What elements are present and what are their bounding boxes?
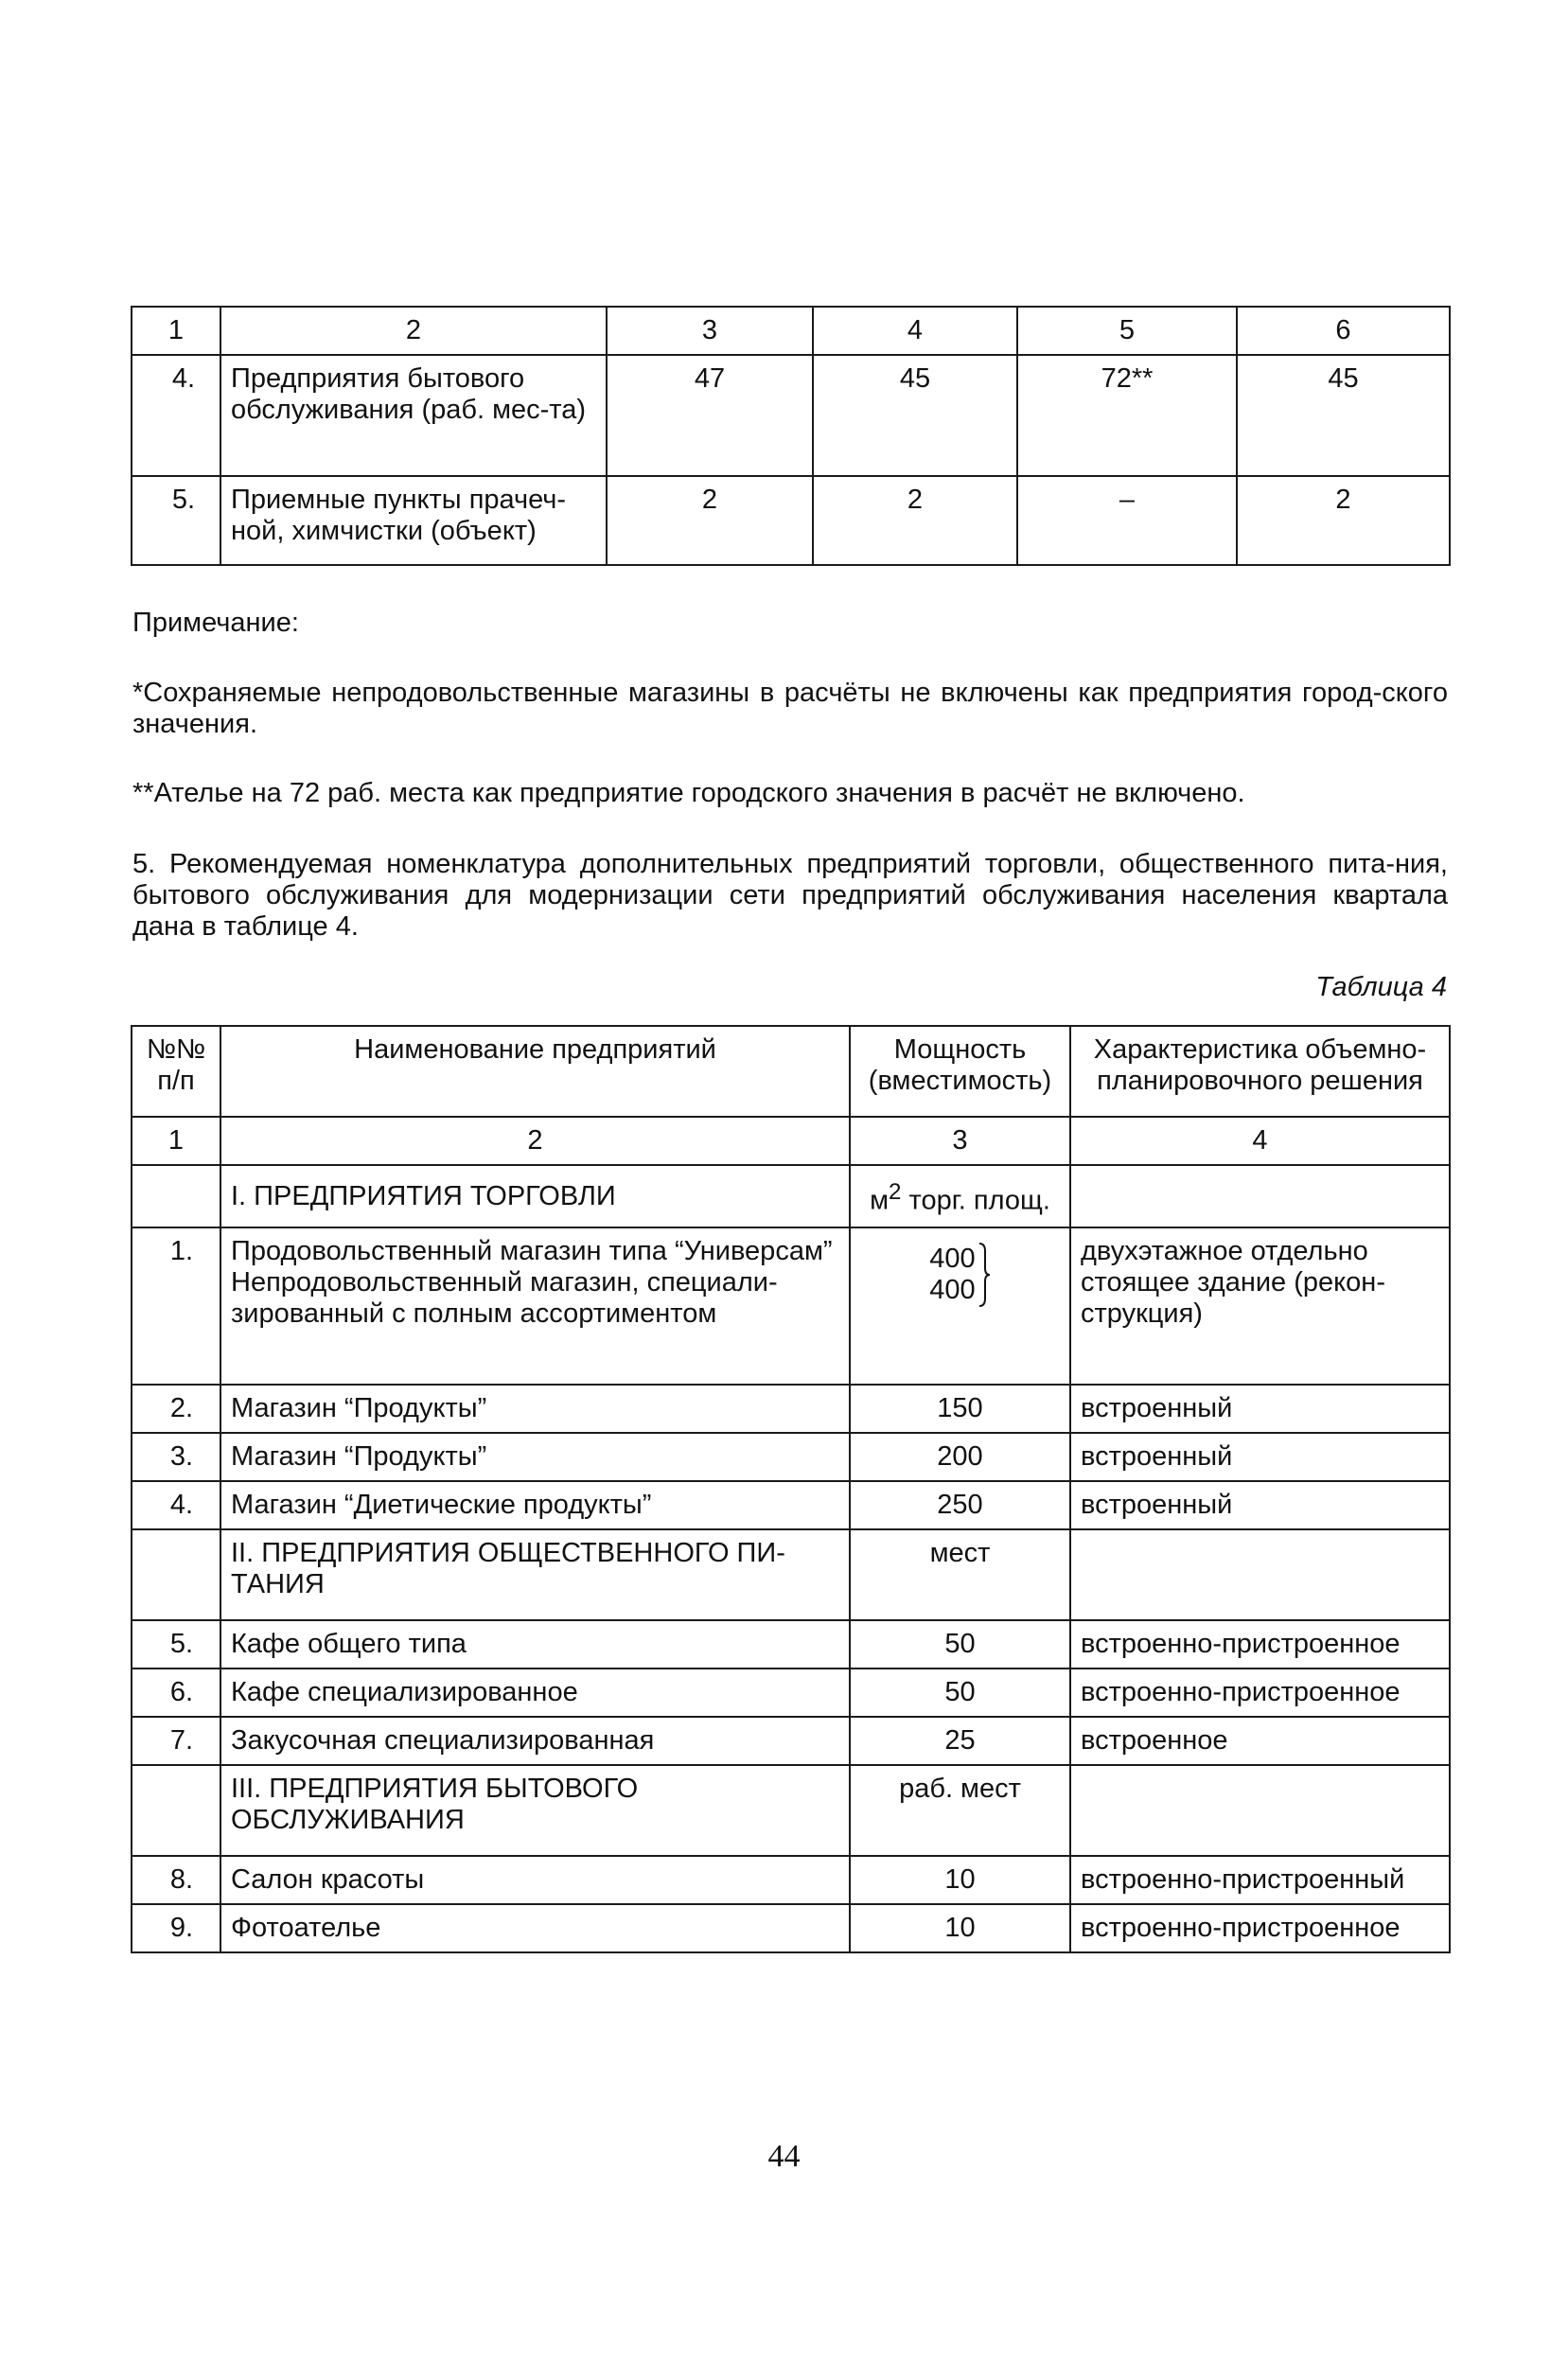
header-character: Характеристика объемно-планировочного решения (1070, 1026, 1450, 1117)
page-number: 44 (767, 2139, 801, 2174)
row-name: Закусочная специализированная (220, 1717, 850, 1765)
table-row (132, 1227, 1450, 1385)
section-row (132, 1529, 1450, 1620)
row-character: встроенно-пристроенное (1070, 1904, 1450, 1952)
unit-prefix: м (870, 1185, 890, 1216)
row-name: Кафе специализированное (220, 1669, 850, 1717)
curly-brace-icon (978, 1242, 991, 1308)
row-name: Магазин “Диетические продукты” (220, 1481, 850, 1529)
section-unit: раб. мест (850, 1765, 1070, 1856)
row-capacity: 10 (850, 1856, 1070, 1904)
row-character: встроенно-пристроенный (1070, 1856, 1450, 1904)
section-row (132, 1165, 1450, 1227)
row-name: Магазин “Продукты” (220, 1433, 850, 1481)
index-cell: 4 (1070, 1117, 1450, 1165)
row-capacity (850, 1227, 1070, 1385)
cell-value: 2 (607, 476, 813, 565)
row-number: 4. (132, 355, 220, 476)
note-heading: Примечание: (132, 608, 299, 638)
row-character: встроенный (1070, 1385, 1450, 1433)
cell-value: 72** (1017, 355, 1237, 476)
row-capacity: 150 (850, 1385, 1070, 1433)
row-capacity: 10 (850, 1904, 1070, 1952)
capacity-value: 400 (929, 1244, 976, 1274)
table-header-row (132, 1026, 1450, 1117)
section-row (132, 1765, 1450, 1856)
capacity-value: 400 (929, 1275, 976, 1305)
row-capacity: 25 (850, 1717, 1070, 1765)
cell-value: 45 (813, 355, 1017, 476)
capacity-group (929, 1242, 990, 1308)
row-character: встроенный (1070, 1481, 1450, 1529)
col-header: 1 (132, 307, 220, 355)
unit-superscript: 2 (889, 1178, 902, 1205)
row-number: 5. (132, 476, 220, 565)
row-number: 2. (132, 1385, 220, 1433)
section-title: II. ПРЕДПРИЯТИЯ ОБЩЕСТВЕННОГО ПИ-ТАНИЯ (220, 1529, 850, 1620)
row-capacity: 200 (850, 1433, 1070, 1481)
table-row (132, 1856, 1450, 1904)
row-capacity: 250 (850, 1481, 1070, 1529)
cell-value: 2 (813, 476, 1017, 565)
row-character: встроенный (1070, 1433, 1450, 1481)
row-number: 3. (132, 1433, 220, 1481)
table-row (132, 1433, 1450, 1481)
row-name-part: Продовольственный магазин типа “Универсам” (231, 1236, 833, 1266)
row-name: Салон красоты (220, 1856, 850, 1904)
row-name (220, 1227, 850, 1385)
table-row (132, 476, 1450, 565)
row-number: 5. (132, 1620, 220, 1669)
col-header: 5 (1017, 307, 1237, 355)
row-character: встроенное (1070, 1717, 1450, 1765)
section-unit: мест (850, 1529, 1070, 1620)
empty-cell (132, 1765, 220, 1856)
table-row (132, 1669, 1450, 1717)
row-name: Кафе общего типа (220, 1620, 850, 1669)
row-character: встроенно-пристроенное (1070, 1620, 1450, 1669)
header-name: Наименование предприятий (220, 1026, 850, 1117)
note-2: **Ателье на 72 раб. места как предприятие городского значения в расчёт не включено. (132, 778, 1245, 808)
index-cell: 3 (850, 1117, 1070, 1165)
cell-value: – (1017, 476, 1237, 565)
continuation-table (131, 306, 1451, 566)
table-row (132, 1717, 1450, 1765)
section-title: III. ПРЕДПРИЯТИЯ БЫТОВОГО ОБСЛУЖИВАНИЯ (220, 1765, 850, 1856)
row-capacity: 50 (850, 1620, 1070, 1669)
col-header: 4 (813, 307, 1017, 355)
row-number: 1. (132, 1227, 220, 1385)
row-name-part: Непродовольственный магазин, специали-зированный с полным ассортиментом (231, 1267, 778, 1329)
row-number: 9. (132, 1904, 220, 1952)
row-number: 8. (132, 1856, 220, 1904)
cell-value: 47 (607, 355, 813, 476)
row-number: 7. (132, 1717, 220, 1765)
table-row (132, 1620, 1450, 1669)
col-header: 2 (220, 307, 607, 355)
index-cell: 2 (220, 1117, 850, 1165)
header-num: №№ п/п (132, 1026, 220, 1117)
header-capacity: Мощность (вместимость) (850, 1026, 1070, 1117)
empty-cell (132, 1529, 220, 1620)
table-caption: Таблица 4 (1315, 972, 1447, 1002)
row-number: 4. (132, 1481, 220, 1529)
section-unit (850, 1165, 1070, 1227)
col-header: 6 (1237, 307, 1450, 355)
row-character: встроенно-пристроенное (1070, 1669, 1450, 1717)
row-name: Магазин “Продукты” (220, 1385, 850, 1433)
section-title: I. ПРЕДПРИЯТИЯ ТОРГОВЛИ (220, 1165, 850, 1227)
empty-cell (1070, 1529, 1450, 1620)
table-row (132, 1904, 1450, 1952)
table-row (132, 1385, 1450, 1433)
row-name: Предприятия бытового обслуживания (раб. мес-та) (220, 355, 607, 476)
row-number: 6. (132, 1669, 220, 1717)
cell-value: 2 (1237, 476, 1450, 565)
col-header: 3 (607, 307, 813, 355)
cell-value: 45 (1237, 355, 1450, 476)
note-1: *Сохраняемые непродовольственные магазины в расчёты не включены как предприятия город-ского значения. (132, 678, 1448, 739)
row-capacity: 50 (850, 1669, 1070, 1717)
table-row (132, 355, 1450, 476)
unit-suffix: торг. площ. (901, 1185, 1050, 1216)
index-cell: 1 (132, 1117, 220, 1165)
table-row (132, 1481, 1450, 1529)
empty-cell (132, 1165, 220, 1227)
table-header-row (132, 307, 1450, 355)
row-name: Фотоателье (220, 1904, 850, 1952)
row-character: двухэтажное отдельно стоящее здание (рекон-струкция) (1070, 1227, 1450, 1385)
paragraph-5: 5. Рекомендуемая номенклатура дополнительных предприятий торговли, общественного пита-ния, бытового обслуживания для модернизации сети предприятий обслуживания населения квартала дана в таблице 4. (132, 849, 1448, 942)
index-row (132, 1117, 1450, 1165)
row-name: Приемные пункты прачеч-ной, химчистки (объект) (220, 476, 607, 565)
empty-cell (1070, 1765, 1450, 1856)
table-4 (131, 1025, 1451, 1953)
empty-cell (1070, 1165, 1450, 1227)
